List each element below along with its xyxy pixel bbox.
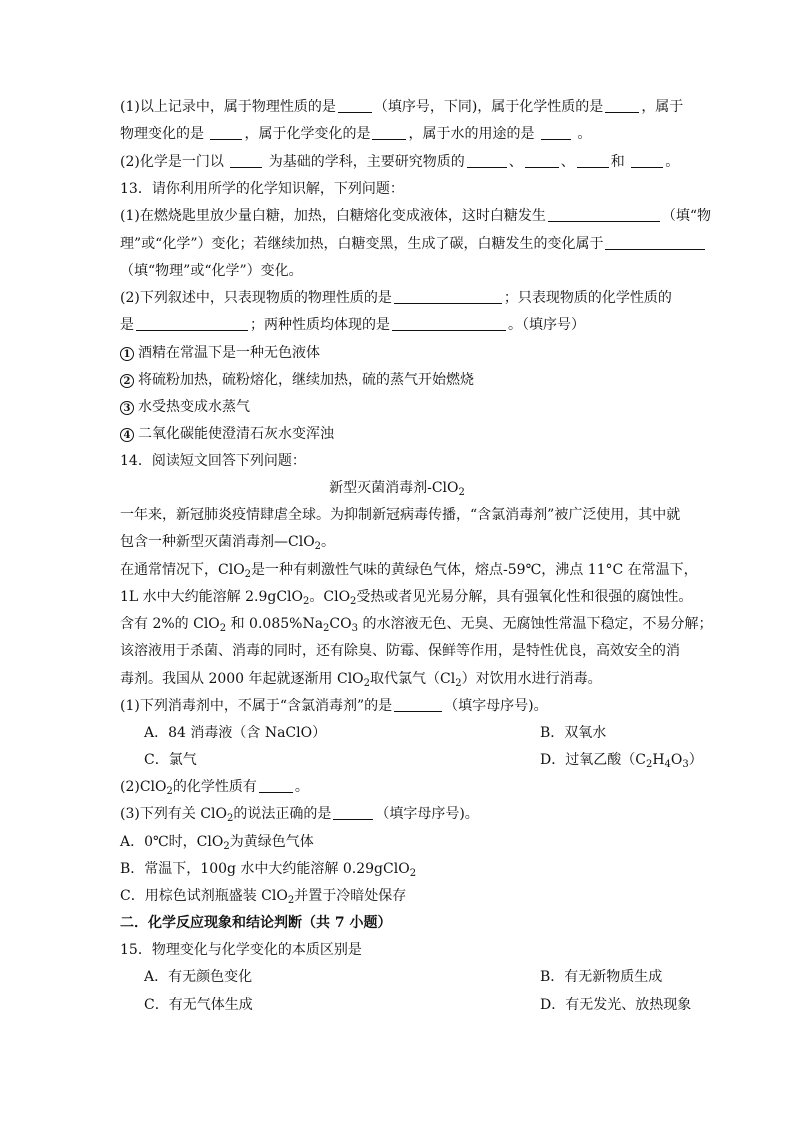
q13-part1-line2: 理”或“化学”）变化；若继续加热，白糖变黑，生成了碳，白糖发生的变化属于 [120, 235, 707, 253]
answer-blank[interactable] [631, 153, 663, 168]
q14-sub3-option-c[interactable]: C．用棕色试剂瓶盛装 ClO$_2$并置于冷暗处保存 [120, 888, 407, 906]
q13-stem: 13．请你利用所学的化学知识解，下列问题： [120, 181, 404, 197]
q14-para-line1: 一年来，新冠肺炎疫情肆虐全球。为抑制新冠病毒传播，“含氯消毒剂”被广泛使用，其中就 [120, 507, 681, 523]
q14-para-line2: 包含一种新型灭菌消毒剂—ClO$_2$。 [120, 534, 336, 552]
q14-para-line6: 该溶液用于杀菌、消毒的同时，还有除臭、防霉、保鲜等作用，是特性优良，高效安全的消 [120, 643, 680, 659]
q12-part1-line2: 物理变化的是 ，属于化学变化的是 ，属于水的用途的是 。 [120, 126, 592, 142]
q12-part2: (2)化学是一门以 为基础的学科，主要研究物质的 、 、 和 。 [120, 154, 680, 170]
q15-options-row1 [144, 968, 663, 986]
option-b[interactable]: B．双氧水 [540, 725, 607, 741]
q13-part1-line1: (1)在燃烧匙里放少量白糖，加热，白糖熔化变成液体，这时白糖发生 （填“物 [120, 208, 712, 224]
answer-blank[interactable] [372, 125, 406, 140]
answer-blank[interactable] [577, 153, 609, 168]
q14-para-line4: 1L 水中大约能溶解 2.9gClO$_2$。ClO$_2$受热或者见光易分解，具有强氧化性和很强的腐蚀性。 [120, 589, 693, 607]
answer-blank[interactable] [259, 778, 293, 793]
q15-stem: 15．物理变化与化学变化的本质区别是 [120, 942, 362, 958]
answer-blank[interactable] [548, 207, 660, 222]
q12-part1-line1: (1)以上记录中，属于物理性质的是 （填序号，下同)，属于化学性质的是 ，属于 [120, 99, 684, 115]
answer-blank[interactable] [541, 125, 571, 140]
answer-blank[interactable] [210, 125, 242, 140]
q14-para-line7: 毒剂。我国从 2000 年起就逐渐用 ClO$_2$取代氯气$(Cl_2)$对饮用水进行消毒。 [120, 671, 602, 689]
option-b[interactable]: B．有无新物质生成 [540, 969, 663, 985]
answer-blank[interactable] [467, 153, 507, 168]
option-c[interactable]: C．有无气体生成 [144, 997, 253, 1013]
circled-number: 2 [120, 374, 134, 388]
answer-blank[interactable] [230, 153, 262, 168]
q14-article-title: 新型灭菌消毒剂-ClO$_2$ [329, 480, 465, 498]
q13-item-1: 1 酒精在常温下是一种无色液体 [120, 344, 320, 362]
option-d[interactable]: D．有无发光、放热现象 [540, 997, 692, 1013]
option-c[interactable]: C．氯气 [144, 752, 197, 768]
q13-item-3: 3 水受热变成水蒸气 [120, 398, 250, 416]
q14-stem: 14．阅读短文回答下列问题： [120, 453, 306, 469]
q14-sub2: (2)ClO$_2$的化学性质有 。 [120, 779, 309, 797]
q14-sub3-option-a[interactable]: A．0℃时，ClO$_2$为黄绿色气体 [120, 834, 314, 852]
q15-options-row2 [144, 996, 692, 1014]
q13-part2-line1: (2)下列叙述中，只表现物质的物理性质的是 ；只表现物质的化学性质的 [120, 290, 672, 306]
answer-blank[interactable] [605, 235, 705, 250]
q14-sub1: (1)下列消毒剂中，不属于“含氯消毒剂”的是 （填字母序号)。 [120, 698, 548, 714]
circled-number: 1 [120, 347, 134, 361]
option-a[interactable]: A．有无颜色变化 [144, 969, 253, 985]
answer-blank[interactable] [525, 153, 559, 168]
option-a[interactable]: A．84 消毒液（含 NaClO） [144, 725, 327, 741]
q14-sub1-options-row1 [144, 724, 607, 742]
q13-part2-line2: 是 ；两种性质均体现的是 。（填序号） [120, 317, 585, 333]
answer-blank[interactable] [392, 316, 506, 331]
q13-item-2: 2 将硫粉加热，硫粉熔化，继续加热，硫的蒸气开始燃烧 [120, 371, 474, 389]
q14-para-line3: 在通常情况下，ClO$_2$是一种有刺激性气味的黄绿色气体，熔点-59℃，沸点 11°C 在常温下， [120, 562, 698, 580]
q14-sub1-options-row2 [144, 751, 703, 770]
answer-blank[interactable] [394, 289, 502, 304]
circled-number: 3 [120, 401, 134, 415]
option-d[interactable]: D．过氧乙酸$(C_2H_4O_3)$ [540, 752, 703, 770]
q14-sub3: (3)下列有关 ClO$_2$的说法正确的是 （填字母序号)。 [120, 806, 479, 824]
q14-para-line5: 含有 2%的 ClO$_2$ 和 $0.085\%Na_2CO_3$ 的水溶液无色、无臭、无腐蚀性常温下稳定，不易分解； [120, 616, 713, 634]
circled-number: 4 [120, 428, 134, 442]
answer-blank[interactable] [333, 805, 373, 820]
answer-blank[interactable] [605, 98, 639, 113]
q14-sub3-option-b[interactable]: B．常温下，100g 水中大约能溶解 0.29gClO$_2$ [120, 861, 417, 879]
section-heading: 二．化学反应现象和结论判断（共 7 小题） [120, 915, 392, 931]
answer-blank[interactable] [136, 316, 248, 331]
answer-blank[interactable] [338, 98, 372, 113]
q13-item-4: 4 二氧化碳能使澄清石灰水变浑浊 [120, 425, 334, 443]
answer-blank[interactable] [394, 697, 442, 712]
q13-part1-line3: （填“物理”或“化学”）变化。 [120, 263, 303, 279]
